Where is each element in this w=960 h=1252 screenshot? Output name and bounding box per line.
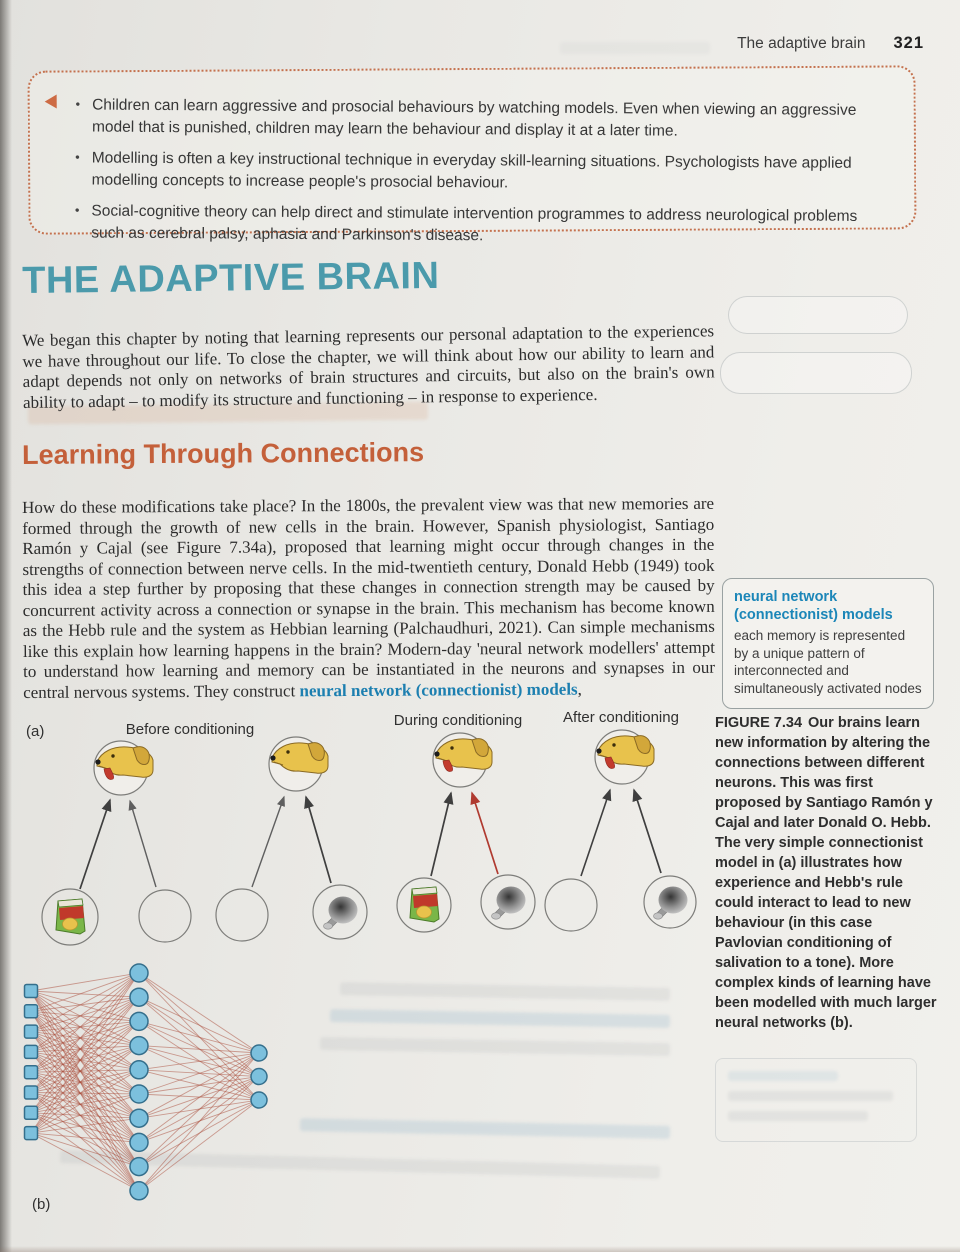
bleed-through-box <box>715 1058 917 1142</box>
body-paragraph-text: How do these modifications take place? In the 1800s, the prevalent view was that new memories are formed through the growth of new cells in the brain. However, Spanish physiologist, Santiago Ramón y Cajal (see Figure 7.34a), proposed that learning might occur through changes in the strengths of connection between nerve cells. In the mid-twentieth century, Donald Hebb (1949) took this idea a step further by proposing that these changes in connection strength may be caused by concurrent activity across a connection or synapse in the brain. This mechanism has become known as the Hebb rule and the system as Hebbian learning (Palchaudhuri, 2021). Can simple mechanisms like this explain how learning happens in the brain? Modern-day 'neural network modellers' attempt to understand how learning and memory can be instantiated in the neurons and synapses in our central nervous systems. They construct <box>22 493 716 702</box>
figure-caption-tag: FIGURE 7.34 <box>715 715 803 731</box>
network-edge <box>139 997 259 1053</box>
empty-node <box>216 889 268 941</box>
bleed-through-line <box>300 1118 670 1139</box>
speaker-icon <box>324 897 358 930</box>
dog-head-salivating-icon <box>94 741 153 795</box>
body-paragraph-trailing: , <box>577 679 582 699</box>
panel-label-a: (a) <box>26 723 45 740</box>
hidden-node <box>130 1085 148 1103</box>
figure-caption <box>715 713 939 1033</box>
arrow-empty-to-dog <box>581 790 610 876</box>
speaker-icon <box>492 887 526 920</box>
subsection-heading: Learning Through Connections <box>22 437 425 470</box>
hidden-node <box>130 1061 148 1079</box>
empty-node <box>139 890 191 942</box>
output-node <box>251 1069 267 1085</box>
conditioning-diagram-graphic <box>20 705 720 957</box>
hidden-node <box>130 1158 148 1176</box>
arrow-tone-to-dog-strengthening <box>472 793 498 874</box>
arrow-tone-to-dog <box>634 790 661 873</box>
input-node <box>25 985 38 998</box>
running-head-title: The adaptive brain <box>737 35 866 52</box>
input-node <box>25 1127 38 1140</box>
network-edge <box>139 1100 259 1191</box>
output-node <box>251 1092 267 1108</box>
hidden-node <box>130 964 148 982</box>
stage-label-before: Before conditioning <box>125 721 255 738</box>
intro-paragraph: We began this chapter by noting that learning represents our personal adaptation to the experiences we have throughout our life. To close the chapter, we will think about how our ability to learn and adapt depends not only on networks of brain structures and circuits, but also on the brain's own ability to adapt – to modify its structure and functioning – in response to experience. <box>22 321 715 412</box>
figure-caption-text: Our brains learn new information by altering the connections between different neurons. This was first proposed by Santiago Ramón y Cajal and later Donald O. Hebb. The very simple connectionist model in (a) illustrates how experience and Hebb's rule could interact to lead to new behaviour (in this case Pavlovian conditioning of salivation to a tone). More complex kinds of learning have been modelled with much larger neural networks (b). <box>715 715 937 1031</box>
dog-head-neutral-icon <box>269 737 328 791</box>
summary-bullet <box>75 147 887 197</box>
stage-label-after: After conditioning <box>563 709 679 726</box>
summary-bullet-text: Children can learn aggressive and prosocial behaviours by watching models. Even when viewing an aggressive model that is punished, children may learn the behaviour and display it at a later time. <box>91 96 857 140</box>
hidden-node <box>130 1182 148 1200</box>
network-edge <box>139 1077 259 1191</box>
key-term-inline: neural network (connectionist) models <box>299 679 578 700</box>
body-paragraph <box>22 494 715 703</box>
summary-bullet <box>75 94 887 144</box>
hidden-node <box>130 1012 148 1030</box>
network-edge <box>139 1053 259 1118</box>
figure-b-neural-network <box>12 956 292 1218</box>
figure-a-conditioning-diagram <box>20 705 720 957</box>
hidden-node <box>130 988 148 1006</box>
speaker-icon <box>654 887 688 920</box>
neural-network-graphic <box>12 956 292 1218</box>
arrow-food-to-dog <box>80 800 110 889</box>
network-edge <box>31 1070 139 1072</box>
summary-bullet-list <box>75 94 888 250</box>
arrow-tone-to-dog <box>306 797 331 883</box>
key-term-box-title: neural network (connectionist) models <box>734 589 893 624</box>
arrow-empty-to-dog <box>130 801 156 887</box>
network-edge <box>31 1113 139 1191</box>
input-node <box>25 1086 38 1099</box>
running-head <box>737 34 924 53</box>
bullet-dot-icon: • <box>75 149 80 165</box>
network-edge <box>139 1053 259 1142</box>
input-node <box>25 1005 38 1018</box>
key-term-box <box>722 578 934 709</box>
summary-marker-triangle-icon <box>45 95 57 109</box>
network-edge <box>31 1093 139 1095</box>
food-bag-icon <box>56 899 85 934</box>
hidden-node <box>130 1037 148 1055</box>
empty-node <box>545 879 597 931</box>
food-bag-icon <box>410 887 439 922</box>
panel-label-b: (b) <box>32 1196 51 1213</box>
bullet-dot-icon: • <box>75 96 81 112</box>
input-node <box>25 1045 38 1058</box>
network-edge <box>139 1046 259 1053</box>
key-term-box-definition: each memory is represented by a unique pattern of interconnected and simultaneously activated nodes <box>734 628 922 696</box>
bleed-through-line <box>340 982 670 1001</box>
bullet-dot-icon: • <box>74 202 80 218</box>
arrow-food-to-dog <box>431 793 451 876</box>
bleed-through-pill <box>728 296 908 334</box>
section-heading: THE ADAPTIVE BRAIN <box>22 254 440 302</box>
summary-bullet <box>75 200 887 250</box>
input-node <box>25 1066 38 1079</box>
page-number: 321 <box>893 34 924 52</box>
input-node <box>25 1025 38 1038</box>
bleed-through-header <box>560 42 710 54</box>
arrow-empty-to-dog <box>252 797 284 887</box>
hidden-node <box>130 1133 148 1151</box>
summary-bullet-text: Modelling is often a key instructional technique in everyday skill-learning situations. Psychologists have applied modelling concepts to increase people's prosocial behaviour. <box>91 149 852 192</box>
hidden-node <box>130 1109 148 1127</box>
output-node <box>251 1045 267 1061</box>
summary-bullet-text: Social-cognitive theory can help direct and stimulate intervention programmes to address neurological problems such as cerebral palsy, aphasia and Parkinson's disease. <box>91 202 858 245</box>
input-node <box>25 1106 38 1119</box>
bleed-through-pill <box>720 352 912 394</box>
stage-label-during: During conditioning <box>393 712 523 729</box>
dog-head-salivating-icon <box>433 733 492 787</box>
chapter-summary-box <box>28 65 917 245</box>
dog-head-salivating-icon <box>595 730 654 784</box>
bleed-through-line <box>330 1009 670 1028</box>
bleed-through-line <box>320 1037 670 1056</box>
